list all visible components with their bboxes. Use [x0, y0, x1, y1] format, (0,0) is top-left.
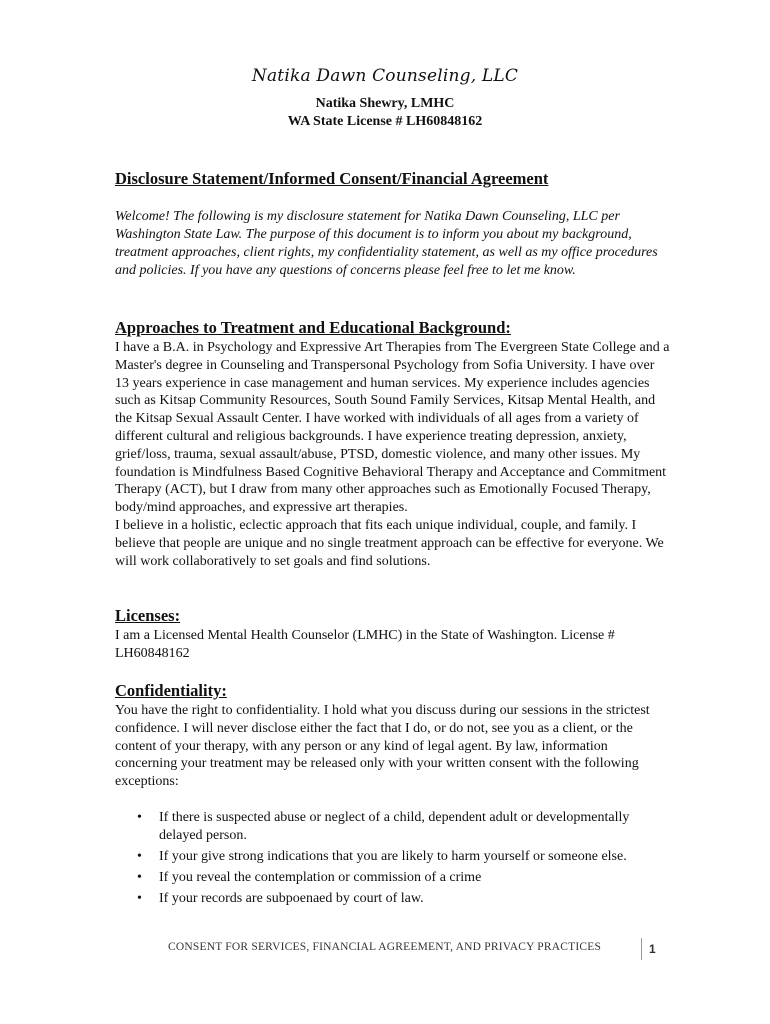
license-number: WA State License # LH60848162 [287, 114, 483, 129]
confidentiality-exceptions-list [115, 809, 655, 911]
footer-divider [641, 938, 642, 960]
approaches-body [115, 339, 671, 570]
exception-text: If your records are subpoenaed by court of law. [159, 891, 424, 906]
page-number: 1 [649, 942, 656, 956]
bullet-icon: • [137, 870, 142, 885]
bullet-icon: • [137, 891, 142, 906]
practice-name: Natika Dawn Counseling, LLC [251, 66, 519, 86]
approaches-paragraph-1: I have a B.A. in Psychology and Expressive Art Therapies from The Evergreen State College and a Master's degree in Counseling and Transpersonal Psychology from Sofia University. I have over 13 years experience in case management and human services. My experience includes agencies such as Kitsap Community Resources, South Sound Family Services, Kitsap Mental Health, and the Kitsap Sexual Assault Center. I have worked with individuals of all ages from a variety of different cultural and religious backgrounds. I have experience treating depression, anxiety, grief/loss, trauma, sexual assault/abuse, PTSD, domestic violence, and many other issues. My foundation is Mindfulness Based Cognitive Behavioral Therapy and Acceptance and Commitment Therapy (ACT), but I draw from many other approaches such as Emotionally Focused Therapy, body/mind approaches, and expressive art therapies. [115, 340, 670, 516]
licenses-heading: Licenses: [115, 606, 181, 625]
document-title: Disclosure Statement/Informed Consent/Financial Agreement [115, 169, 549, 188]
bullet-icon: • [137, 810, 142, 825]
bullet-icon: • [137, 849, 142, 864]
exception-text: If you reveal the contemplation or commission of a crime [159, 870, 482, 885]
approaches-paragraph-2: I believe in a holistic, eclectic approach that fits each unique individual, couple, and family. I believe that people are unique and no single treatment approach can be effective for everyone. We will work collaboratively to set goals and find solutions. [115, 517, 664, 569]
counselor-name: Natika Shewry, LMHC [315, 96, 455, 111]
exception-text: If there is suspected abuse or neglect of a child, dependent adult or developmentally delayed person. [159, 810, 630, 843]
list-item [115, 848, 655, 866]
approaches-heading: Approaches to Treatment and Educational Background: [115, 318, 511, 337]
welcome-paragraph: Welcome! The following is my disclosure statement for Natika Dawn Counseling, LLC per Washington State Law. The purpose of this document is to inform you about my background, treatment approaches, client rights, my confidentiality statement, as well as my office procedures and policies. If you have any questions of concerns please feel free to let me know. [115, 209, 658, 278]
licenses-text: I am a Licensed Mental Health Counselor (LMHC) in the State of Washington. License # LH60848162 [115, 628, 615, 661]
list-item [115, 890, 655, 908]
list-item [115, 869, 655, 887]
list-item [115, 809, 655, 845]
page-footer: CONSENT FOR SERVICES, FINANCIAL AGREEMENT, AND PRIVACY PRACTICES [168, 941, 602, 953]
confidentiality-text: You have the right to confidentiality. I hold what you discuss during our sessions in the strictest confidence. I will never disclose either the fact that I do, or do not, see you as a client, or the content of your therapy, with any person or any kind of legal agent. By law, information concerning your treatment may be released only with your written consent with the following exceptions: [115, 703, 650, 790]
exception-text: If your give strong indications that you are likely to harm yourself or someone else. [159, 849, 627, 864]
confidentiality-heading: Confidentiality: [115, 681, 227, 700]
